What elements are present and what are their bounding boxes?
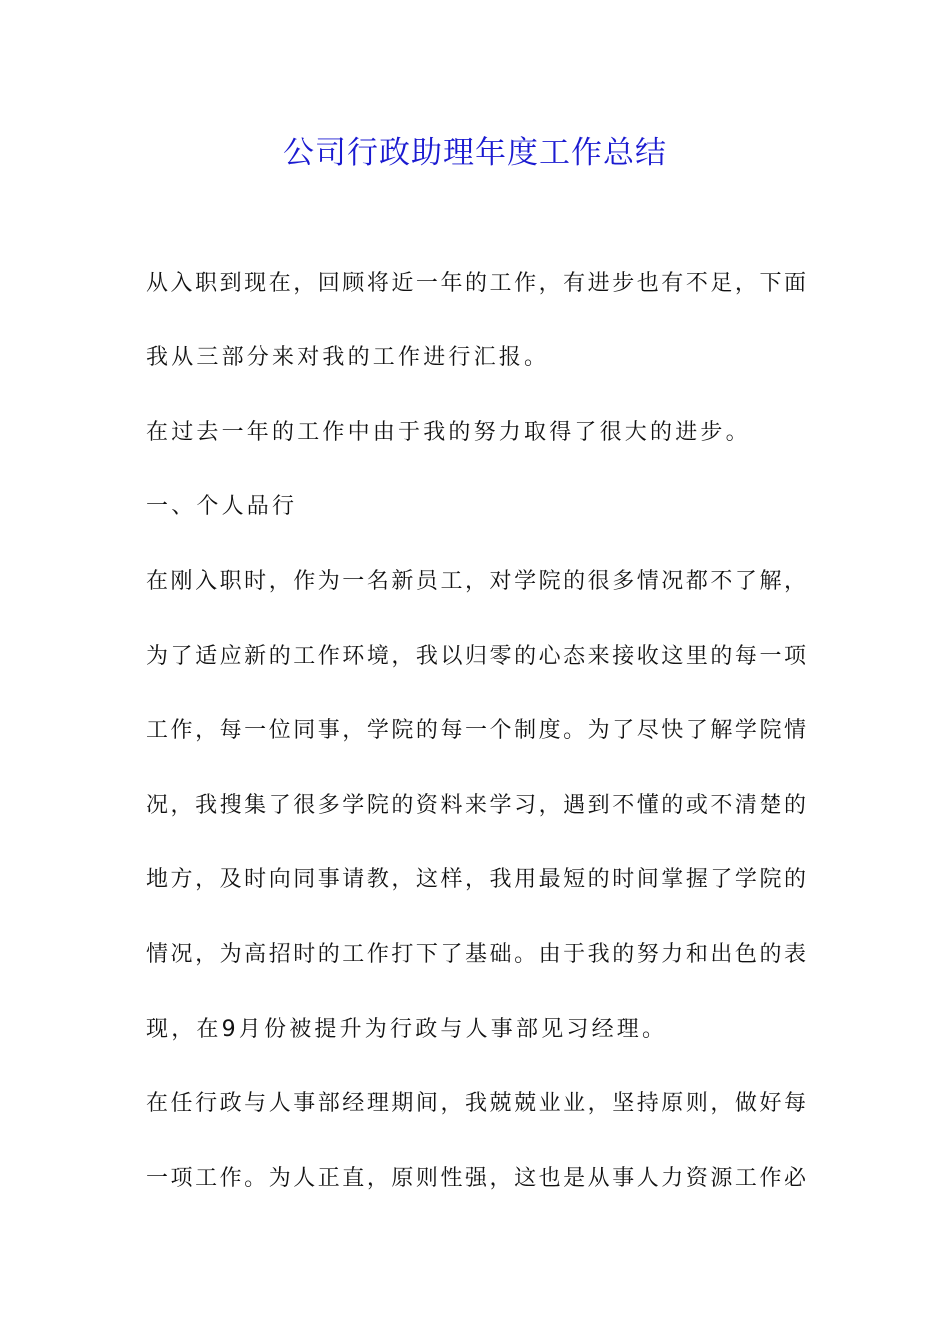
body-line-1: 从入职到现在，回顾将近一年的工作，有进步也有不足，下面 xyxy=(146,271,806,296)
body-line-3: 在过去一年的工作中由于我的努力取得了很大的进步。 xyxy=(146,420,751,445)
body-line-10: 情况，为高招时的工作打下了基础。由于我的努力和出色的表 xyxy=(146,942,806,967)
body-line-13: 一项工作。为人正直，原则性强，这也是从事人力资源工作必 xyxy=(146,1166,806,1191)
body-line-12: 在任行政与人事部经理期间，我兢兢业业，坚持原则，做好每 xyxy=(146,1091,806,1116)
body-line-9: 地方，及时向同事请教，这样，我用最短的时间掌握了学院的 xyxy=(146,867,806,892)
body-line-5: 在刚入职时，作为一名新员工，对学院的很多情况都不了解， xyxy=(146,569,806,594)
document-title: 公司行政助理年度工作总结 xyxy=(283,135,667,171)
body-line-8: 况，我搜集了很多学院的资料来学习，遇到不懂的或不清楚的 xyxy=(146,793,806,818)
section-heading-personal-conduct: 一、个人品行 xyxy=(146,494,298,519)
body-line-7: 工作，每一位同事，学院的每一个制度。为了尽快了解学院情 xyxy=(146,718,806,743)
body-line-11: 现，在9月份被提升为行政与人事部见习经理。 xyxy=(146,1017,668,1042)
body-line-2: 我从三部分来对我的工作进行汇报。 xyxy=(146,345,550,370)
body-line-6: 为了适应新的工作环境，我以归零的心态来接收这里的每一项 xyxy=(146,644,806,669)
